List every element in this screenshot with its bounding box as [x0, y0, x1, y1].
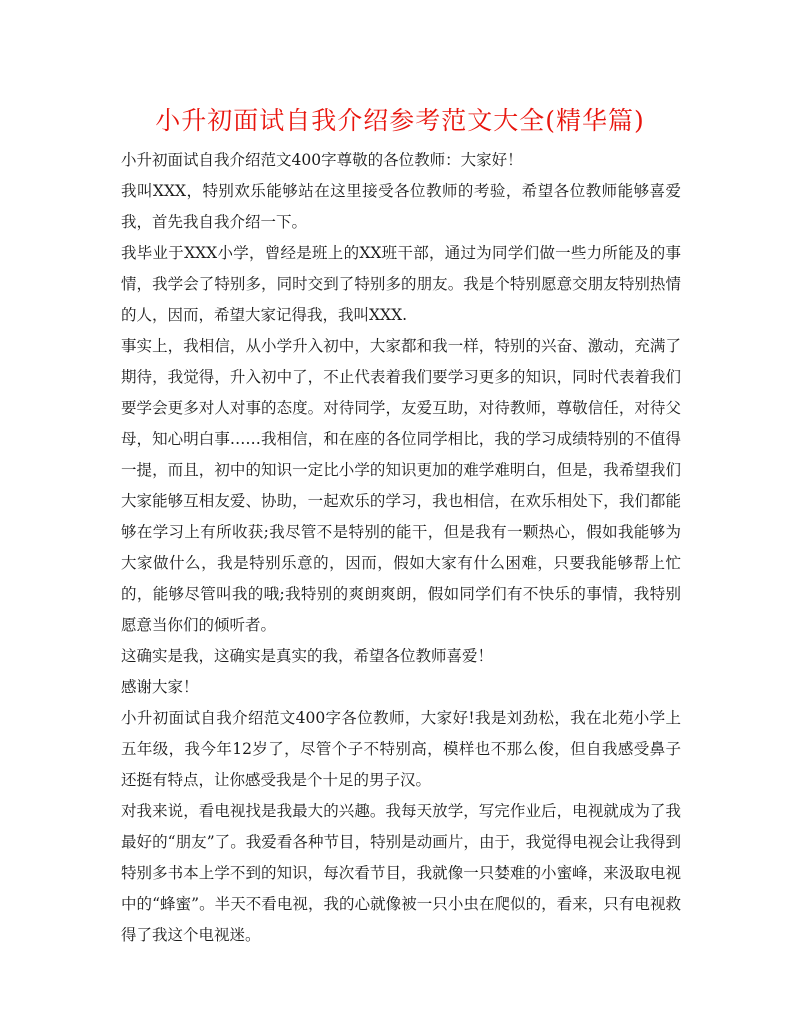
paragraph-hobby: 对我来说，看电视找是我最大的兴趣。我每天放学，写完作业后，电视就成为了我最好的“朋友”了。我爱看各种节目，特别是动画片，由于，我觉得电视会让我得到特别多书本上学不到的知识，每次看节目，我就像一只婪难的小蜜峰，来汲取电视中的“蜂蜜”。半天不看电视，我的心就像被一只小虫在爬似的，看来，只有电视救得了我这个电视迷。 [121, 802, 681, 944]
document-body [121, 145, 681, 951]
paragraph-graduation: 我毕业于XXX小学，曾经是班上的XX班干部，通过为同学们做一些力所能及的事情，我学会了特别多，同时交到了特别多的朋友。我是个特别愿意交朋友特别热情的人，因而，希望大家记得我，我叫XXX. [121, 244, 681, 324]
paragraph-intro: 我叫XXX，特别欢乐能够站在这里接受各位教师的考验，希望各位教师能够喜爱我，首先我自我介绍一下。 [121, 182, 681, 231]
paragraph-closing: 这确实是我，这确实是真实的我，希望各位教师喜爱！ [121, 647, 494, 665]
paragraph-thanks: 感谢大家！ [121, 678, 199, 696]
paragraph-second-sample: 小升初面试自我介绍范文400字各位教师，大家好!我是刘劲松，我在北苑小学上五年级，我今年12岁了，尽管个子不特别高，模样也不那么俊，但自我感受鼻子还挺有特点，让你感受我是个十足的男子汉。 [121, 709, 681, 789]
paragraph-expectations: 事实上，我相信，从小学升入初中，大家都和我一样，特别的兴奋、激动，充满了期待，我觉得，升入初中了，不止代表着我们要学习更多的知识，同时代表着我们要学会更多对人对事的态度。对待同学，友爱互助，对待教师，尊敬信任，对待父母，知心明白事……我相信，和在座的各位同学相比，我的学习成绩特别的不值得一提，而且，初中的知识一定比小学的知识更加的难学难明白，但是，我希望我们大家能够互相友爱、协助，一起欢乐的学习，我也相信，在欢乐相处下，我们都能够在学习上有所收获;我尽管不是特别的能干，但是我有一颗热心，假如我能够为大家做什么，我是特别乐意的，因而，假如大家有什么困难，只要我能够帮上忙的，能够尽管叫我的哦;我特别的爽朗爽朗，假如同学们有不快乐的事情，我特别愿意当你们的倾听者。 [121, 337, 681, 634]
document-title: 小升初面试自我介绍参考范文大全(精华篇) [155, 106, 645, 135]
paragraph-greeting: 小升初面试自我介绍范文400字尊敬的各位教师：大家好！ [121, 151, 523, 169]
